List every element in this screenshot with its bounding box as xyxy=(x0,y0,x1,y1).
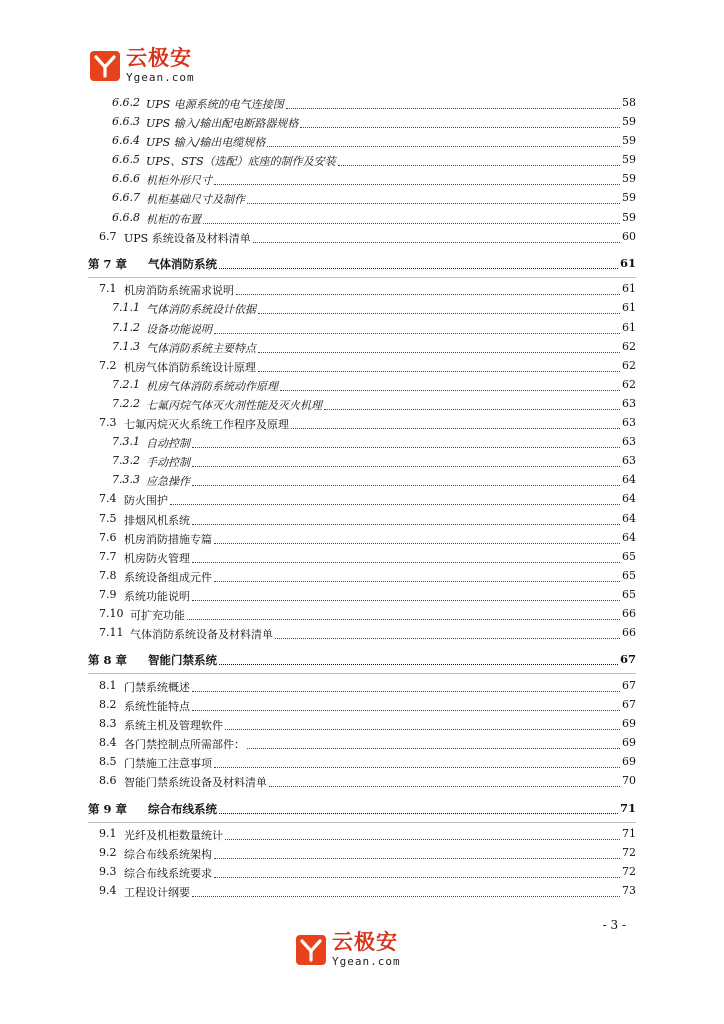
toc-entry-title: 气体消防系统主要特点 xyxy=(146,342,256,355)
toc-dot-leader xyxy=(214,580,620,582)
toc-entry-number: 6.7 xyxy=(99,230,117,243)
toc-entry-page: 59 xyxy=(622,172,636,185)
toc-entry-title: 工程设计纲要 xyxy=(124,886,190,899)
toc-entry-page: 59 xyxy=(622,153,636,166)
toc-entry[interactable] xyxy=(0,435,724,454)
toc-entry[interactable] xyxy=(0,865,724,884)
toc-entry-number: 7.11 xyxy=(99,626,124,639)
toc-entry-number: 7.6 xyxy=(99,531,117,544)
toc-entry[interactable] xyxy=(0,698,724,717)
toc-entry[interactable] xyxy=(0,397,724,416)
toc-entry-number: 9.1 xyxy=(99,827,117,840)
toc-entry-page: 66 xyxy=(622,626,636,639)
toc-entry-title: 综合布线系统架构 xyxy=(124,848,212,861)
logo-mark-icon xyxy=(296,935,326,965)
toc-entry-number: 9.2 xyxy=(99,846,117,859)
toc-entry[interactable] xyxy=(0,454,724,473)
toc-entry-page: 62 xyxy=(622,359,636,372)
toc-dot-leader xyxy=(291,427,620,429)
toc-dot-leader xyxy=(192,465,620,467)
toc-dot-leader xyxy=(192,523,620,525)
toc-entry-page: 73 xyxy=(622,884,636,897)
toc-dot-leader xyxy=(219,663,618,665)
toc-entry-page: 60 xyxy=(622,230,636,243)
toc-entry-page: 67 xyxy=(622,679,636,692)
toc-entry-page: 61 xyxy=(619,256,636,270)
toc-entry[interactable] xyxy=(0,282,724,301)
toc-entry-title: 系统性能特点 xyxy=(124,700,190,713)
toc-dot-leader xyxy=(192,709,620,711)
toc-entry-title: 自动控制 xyxy=(146,437,190,450)
toc-dot-leader xyxy=(214,857,620,859)
toc-entry-number: 7.1.3 xyxy=(112,340,140,353)
toc-entry-page: 61 xyxy=(622,282,636,295)
toc-entry[interactable] xyxy=(0,512,724,531)
toc-entry-title: 系统功能说明 xyxy=(124,590,190,603)
toc-entry-title: 防火围护 xyxy=(124,494,168,507)
toc-entry-title: 综合布线系统 xyxy=(148,802,217,816)
toc-entry-title: 系统主机及管理软件 xyxy=(124,719,223,732)
toc-entry-page: 72 xyxy=(622,846,636,859)
toc-entry[interactable] xyxy=(0,191,724,210)
toc-entry-title: 智能门禁系统 xyxy=(148,653,217,667)
toc-dot-leader xyxy=(219,267,618,269)
toc-dot-leader xyxy=(170,503,620,505)
toc-entry[interactable] xyxy=(0,736,724,755)
toc-entry[interactable] xyxy=(0,359,724,378)
toc-entry-page: 59 xyxy=(622,115,636,128)
toc-entry-title: 可扩充功能 xyxy=(130,609,185,622)
toc-entry-page: 63 xyxy=(622,454,636,467)
logo-domain: Ygean.com xyxy=(126,71,195,84)
toc-entry[interactable] xyxy=(0,96,724,115)
toc-dot-leader xyxy=(219,812,618,814)
toc-entry-number: 6.6.7 xyxy=(112,191,140,204)
toc-dot-leader xyxy=(280,389,620,391)
toc-entry-title: 各门禁控制点所需部件： xyxy=(124,738,245,751)
toc-entry-title: 气体消防系统设备及材料清单 xyxy=(130,628,273,641)
toc-dot-leader xyxy=(214,766,620,768)
toc-entry[interactable] xyxy=(0,588,724,607)
toc-entry-number: 9.4 xyxy=(99,884,117,897)
toc-entry[interactable] xyxy=(0,846,724,865)
toc-entry-title: UPS 系统设备及材料清单 xyxy=(124,232,251,245)
toc-dot-leader xyxy=(192,599,620,601)
footer-logo xyxy=(296,932,401,967)
toc-entry-number: 7.2.2 xyxy=(112,397,140,410)
toc-entry-number: 7.1.1 xyxy=(112,301,140,314)
toc-dot-leader xyxy=(253,241,620,243)
toc-entry[interactable] xyxy=(0,550,724,569)
toc-entry[interactable] xyxy=(0,230,724,249)
toc-entry-title: 机房防火管理 xyxy=(124,552,190,565)
toc-entry-page: 59 xyxy=(622,134,636,147)
toc-entry[interactable] xyxy=(0,134,724,153)
toc-entry-title: 机房气体消防系统动作原理 xyxy=(146,380,278,393)
toc-entry-number: 7.3 xyxy=(99,416,117,429)
toc-entry[interactable] xyxy=(0,884,724,903)
toc-entry-number: 7.2 xyxy=(99,359,117,372)
toc-dot-leader xyxy=(269,785,620,787)
toc-entry-number: 7.5 xyxy=(99,512,117,525)
toc-entry-title: 设备功能说明 xyxy=(146,323,212,336)
toc-entry[interactable] xyxy=(0,321,724,340)
toc-entry-page: 69 xyxy=(622,736,636,749)
toc-entry-page: 59 xyxy=(622,191,636,204)
toc-entry-title: 气体消防系统设计依据 xyxy=(146,303,256,316)
toc-entry-page: 63 xyxy=(622,416,636,429)
toc-entry-page: 64 xyxy=(622,512,636,525)
toc-entry-page: 59 xyxy=(622,211,636,224)
logo-chinese-name: 云极安 xyxy=(332,930,398,954)
toc-entry-page: 64 xyxy=(622,531,636,544)
toc-entry-title: UPS 输入/输出电缆规格 xyxy=(146,136,266,149)
toc-entry-number: 6.6.6 xyxy=(112,172,140,185)
toc-entry-title: UPS 输入/输出配电断路器规格 xyxy=(146,117,299,130)
toc-entry-page: 62 xyxy=(622,378,636,391)
toc-entry[interactable] xyxy=(0,473,724,492)
toc-dot-leader xyxy=(247,747,620,749)
toc-entry-number: 9.3 xyxy=(99,865,117,878)
toc-dot-leader xyxy=(214,542,620,544)
toc-entry[interactable] xyxy=(0,801,724,820)
toc-dot-leader xyxy=(324,408,620,410)
toc-entry-page: 71 xyxy=(622,827,636,840)
toc-entry-title: 七氟丙烷气体灭火剂性能及灭火机理 xyxy=(146,399,322,412)
page-number: - 3 - xyxy=(602,918,626,932)
toc-entry-title: 排烟风机系统 xyxy=(124,514,190,527)
toc-entry-page: 71 xyxy=(619,801,636,815)
toc-entry-page: 66 xyxy=(622,607,636,620)
toc-entry-title: 机柜的布置 xyxy=(146,213,201,226)
toc-dot-leader xyxy=(192,895,620,897)
toc-entry-page: 67 xyxy=(622,698,636,711)
toc-entry-title: 气体消防系统 xyxy=(148,257,217,271)
toc-dot-leader xyxy=(267,145,620,147)
toc-entry-number: 6.6.8 xyxy=(112,211,140,224)
toc-entry[interactable] xyxy=(0,378,724,397)
toc-entry[interactable] xyxy=(0,301,724,320)
toc-entry-page: 61 xyxy=(622,301,636,314)
toc-dot-leader xyxy=(192,561,620,563)
toc-entry-title: 机柜外形尺寸 xyxy=(146,174,212,187)
toc-entry-number: 8.4 xyxy=(99,736,117,749)
toc-entry-title: UPS、STS（选配）底座的制作及安装 xyxy=(146,155,336,168)
toc-entry-number: 8.2 xyxy=(99,698,117,711)
toc-entry-title: 光纤及机柜数量统计 xyxy=(124,829,223,842)
toc-entry-number: 7.4 xyxy=(99,492,117,505)
toc-entry-number: 7.3.1 xyxy=(112,435,140,448)
toc-entry-title: 机房消防措施专篇 xyxy=(124,533,212,546)
toc-entry-title: 智能门禁系统设备及材料清单 xyxy=(124,776,267,789)
toc-entry-number: 8.5 xyxy=(99,755,117,768)
toc-dot-leader xyxy=(286,107,620,109)
toc-entry[interactable] xyxy=(0,827,724,846)
toc-entry-number: 第 8 章 xyxy=(88,653,128,667)
toc-entry-title: 七氟丙烷灭火系统工作程序及原理 xyxy=(124,418,289,431)
toc-dot-leader xyxy=(192,446,620,448)
toc-dot-leader xyxy=(338,164,620,166)
toc-dot-leader xyxy=(203,222,620,224)
toc-entry-title: UPS 电源系统的电气连接图 xyxy=(146,98,284,111)
toc-entry-title: 机柜基础尺寸及制作 xyxy=(146,193,245,206)
toc-entry-page: 72 xyxy=(622,865,636,878)
toc-entry-title: 应急操作 xyxy=(146,475,190,488)
toc-entry-title: 系统设备组成元件 xyxy=(124,571,212,584)
toc-entry-title: 手动控制 xyxy=(146,456,190,469)
toc-entry-number: 7.3.3 xyxy=(112,473,140,486)
toc-entry-page: 62 xyxy=(622,340,636,353)
toc-entry[interactable] xyxy=(0,569,724,588)
toc-entry[interactable] xyxy=(0,416,724,435)
toc-entry-number: 6.6.4 xyxy=(112,134,140,147)
toc-entry-number: 7.7 xyxy=(99,550,117,563)
toc-dot-leader xyxy=(187,618,620,620)
toc-entry-number: 7.3.2 xyxy=(112,454,140,467)
toc-dot-leader xyxy=(258,312,620,314)
toc-entry-number: 8.3 xyxy=(99,717,117,730)
toc-entry-title: 综合布线系统要求 xyxy=(124,867,212,880)
toc-entry-page: 65 xyxy=(622,569,636,582)
toc-entry-page: 67 xyxy=(619,652,636,666)
toc-dot-leader xyxy=(192,690,620,692)
toc-entry-page: 69 xyxy=(622,717,636,730)
toc-entry[interactable] xyxy=(0,531,724,550)
chapter-divider xyxy=(88,822,636,823)
toc-entry-page: 64 xyxy=(622,473,636,486)
toc-entry[interactable] xyxy=(0,607,724,626)
toc-entry-page: 63 xyxy=(622,435,636,448)
toc-entry[interactable] xyxy=(0,755,724,774)
logo-mark-icon xyxy=(90,51,120,81)
toc-entry[interactable] xyxy=(0,211,724,230)
toc-dot-leader xyxy=(275,637,620,639)
toc-entry-page: 65 xyxy=(622,550,636,563)
toc-entry[interactable] xyxy=(0,717,724,736)
chapter-divider xyxy=(88,277,636,278)
toc-entry[interactable] xyxy=(0,153,724,172)
toc-dot-leader xyxy=(225,728,620,730)
toc-entry-title: 门禁施工注意事项 xyxy=(124,757,212,770)
toc-dot-leader xyxy=(214,183,620,185)
toc-entry-number: 7.1.2 xyxy=(112,321,140,334)
toc-entry-page: 63 xyxy=(622,397,636,410)
toc-entry[interactable] xyxy=(0,652,724,671)
toc-dot-leader xyxy=(258,351,620,353)
toc-entry-number: 8.1 xyxy=(99,679,117,692)
toc-dot-leader xyxy=(236,293,620,295)
toc-entry-page: 61 xyxy=(622,321,636,334)
toc-entry-page: 58 xyxy=(622,96,636,109)
toc-entry[interactable] xyxy=(0,115,724,134)
toc-entry-page: 65 xyxy=(622,588,636,601)
toc-entry-number: 8.6 xyxy=(99,774,117,787)
toc-entry[interactable] xyxy=(0,172,724,191)
toc-entry-number: 6.6.3 xyxy=(112,115,140,128)
toc-entry-number: 7.2.1 xyxy=(112,378,140,391)
toc-dot-leader xyxy=(258,370,620,372)
toc-entry[interactable] xyxy=(0,340,724,359)
toc-entry-page: 70 xyxy=(622,774,636,787)
chapter-divider xyxy=(88,673,636,674)
toc-entry-number: 7.9 xyxy=(99,588,117,601)
toc-entry[interactable] xyxy=(0,626,724,645)
logo-chinese-name: 云极安 xyxy=(126,46,192,70)
toc-entry-title: 门禁系统概述 xyxy=(124,681,190,694)
toc-dot-leader xyxy=(192,484,620,486)
toc-entry-page: 69 xyxy=(622,755,636,768)
toc-entry[interactable] xyxy=(0,774,724,793)
toc-entry[interactable] xyxy=(0,492,724,511)
toc-entry-number: 7.10 xyxy=(99,607,124,620)
toc-entry-page: 64 xyxy=(622,492,636,505)
header-logo xyxy=(90,48,195,83)
toc-dot-leader xyxy=(300,126,620,128)
toc-dot-leader xyxy=(225,838,620,840)
toc-dot-leader xyxy=(214,332,620,334)
toc-dot-leader xyxy=(247,202,620,204)
logo-domain: Ygean.com xyxy=(332,955,401,968)
toc-entry-number: 7.8 xyxy=(99,569,117,582)
toc-entry-number: 第 9 章 xyxy=(88,802,128,816)
toc-entry-number: 第 7 章 xyxy=(88,257,128,271)
toc-entry-title: 机房消防系统需求说明 xyxy=(124,284,234,297)
toc-entry[interactable] xyxy=(0,679,724,698)
toc-entry-number: 6.6.2 xyxy=(112,96,140,109)
toc-entry-title: 机房气体消防系统设计原理 xyxy=(124,361,256,374)
toc-entry-number: 7.1 xyxy=(99,282,117,295)
toc-entry[interactable] xyxy=(0,256,724,275)
toc-entry-number: 6.6.5 xyxy=(112,153,140,166)
toc-dot-leader xyxy=(214,876,620,878)
